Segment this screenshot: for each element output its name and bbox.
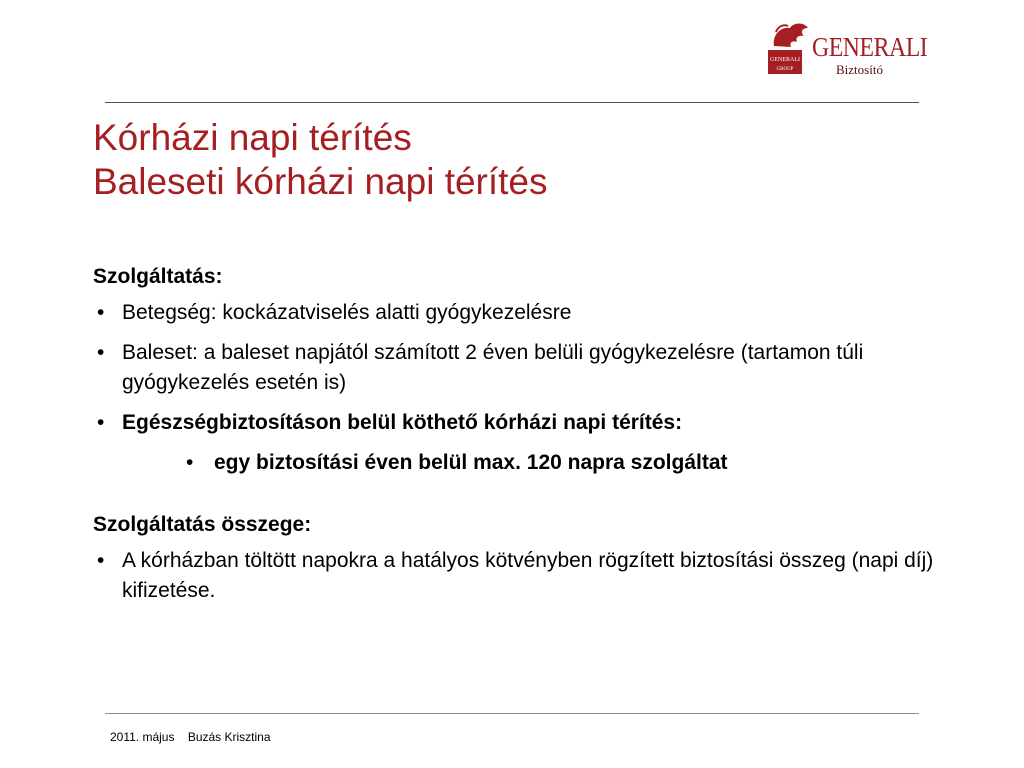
logo-subtitle: Biztosító — [836, 62, 883, 77]
bullet-item — [93, 298, 973, 328]
bullet-text: Egészségbiztosításon belül köthető kórházi napi térítés: — [122, 411, 683, 434]
logo-mark-text-top: GENERALI — [770, 57, 800, 63]
bullet-item — [93, 338, 973, 398]
logo-mark-text-bottom: GROUP — [776, 67, 794, 72]
bullet-icon: • — [97, 301, 105, 324]
logo-wordmark: GENERALI — [812, 32, 928, 62]
bullet-icon: • — [97, 411, 105, 434]
header-divider — [105, 102, 919, 103]
generali-logo — [758, 18, 928, 80]
section-heading-service: Szolgáltatás: — [93, 265, 223, 288]
sub-bullet-icon: • — [186, 451, 194, 474]
sub-bullet-list — [122, 448, 973, 478]
footer-divider — [105, 713, 919, 714]
footer-author: Buzás Krisztina — [187, 730, 271, 744]
section-heading-amount: Szolgáltatás összege: — [93, 513, 312, 536]
amount-bullet-list — [93, 546, 973, 606]
sub-bullet-item — [122, 448, 973, 478]
slide-body — [93, 262, 973, 616]
slide-footer — [110, 730, 271, 744]
bullet-icon: • — [97, 341, 105, 364]
bullet-item — [93, 546, 973, 606]
sub-bullet-text: egy biztosítási éven belül max. 120 napra szolgáltat — [214, 451, 728, 474]
generali-lion-emblem-icon — [764, 20, 810, 78]
service-bullet-list — [93, 298, 973, 478]
slide-title-line-1: Kórházi napi térítés — [93, 117, 412, 158]
bullet-text: Baleset: a baleset napjától számított 2 éven belüli gyógykezelésre (tartamon túli gyógykezelés esetén is) — [122, 341, 864, 394]
slide-title-line-2: Baleseti kórházi napi térítés — [93, 161, 548, 202]
bullet-item — [93, 408, 973, 478]
bullet-text: Betegség: kockázatviselés alatti gyógykezelésre — [122, 301, 572, 324]
footer-date: 2011. május — [110, 730, 175, 744]
bullet-text: A kórházban töltött napokra a hatályos kötvényben rögzített biztosítási összeg (napi díj) kifizetése. — [122, 549, 934, 602]
slide-title — [93, 116, 548, 204]
bullet-icon: • — [97, 549, 105, 572]
